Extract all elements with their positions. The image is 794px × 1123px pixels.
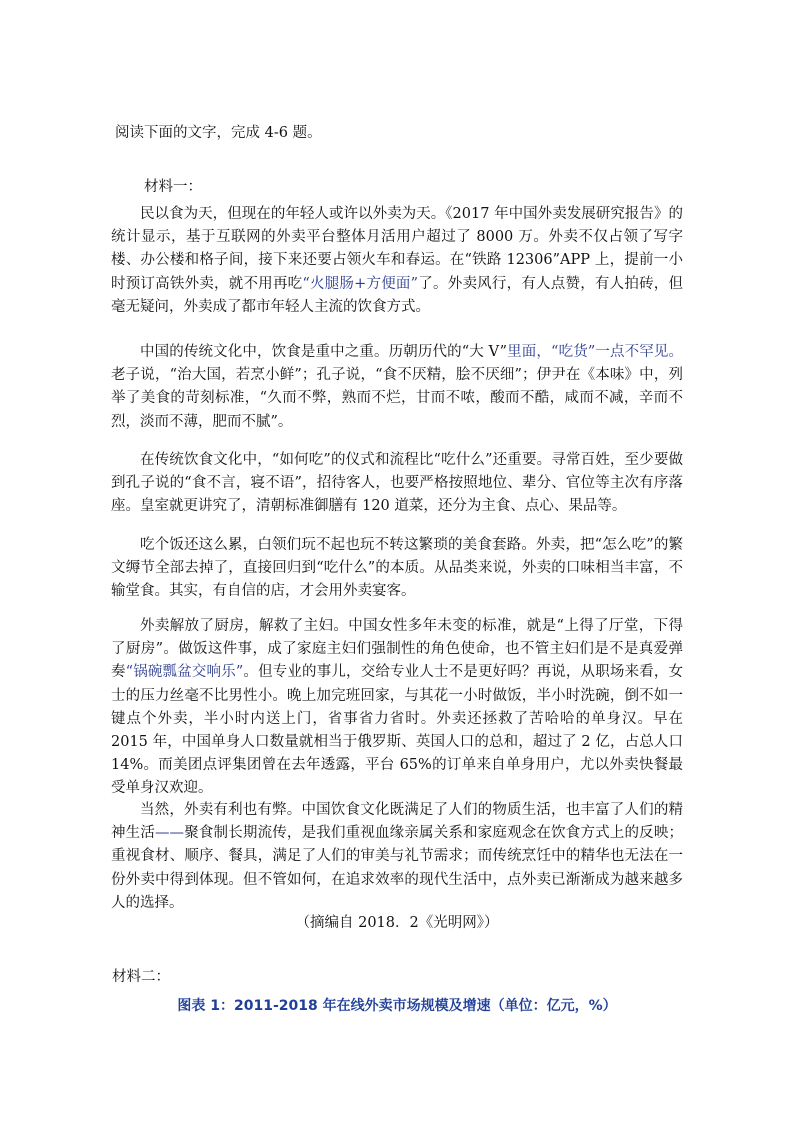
material-1-paragraph-1: 民以食为天，但现在的年轻人或许以外卖为天。《2017 年中国外卖发展研究报告》的统计显示，基于互联网的外卖平台整体月活用户超过了 8000 万。外卖不仅占领了写字楼、办公楼和格子间，接下来还要占领火车和春运。在“铁路 12306”APP 上，提前一小时预订高铁外卖，就不用再吃“火腿肠+方便面”了。外卖风行，有人点赞，有人拍砖，但毫无疑问，外卖成了都市年轻人主流的饮食方式。 [111,206,684,315]
material-1-paragraph-6: 当然，外卖有利也有弊。中国饮食文化既满足了人们的物质生活，也丰富了人们的精神生活——聚食制长期流传，是我们重视血缘亲属关系和家庭观念在饮食方式上的反映；重视食材、顺序、餐具，满足了人们的审美与礼节需求；而传统烹饪中的精华也无法在一份外卖中得到体现。但不管如何，在追求效率的现代生活中，点外卖已渐渐成为越来越多人的选择。 [111,802,684,911]
chart-1-title: 图表 1：2011-2018 年在线外卖市场规模及增速（单位：亿元，%） [177,998,617,1014]
instruction-text: 阅读下面的文字，完成 4-6 题。 [115,125,322,141]
material-1-paragraph-3: 在传统饮食文化中，“如何吃”的仪式和流程比“吃什么”还重要。寻常百姓，至少要做到孔子说的“食不言，寝不语”，招待客人，也要严格按照地位、辈分、官位等主次有序落座。皇室就更讲究了，清朝标准御膳有 120 道菜，还分为主食、点心、果品等。 [111,452,683,515]
material-1-heading: 材料一： [144,179,202,195]
material-2-heading: 材料二： [112,969,170,985]
material-1-paragraph-5: 外卖解放了厨房，解救了主妇。中国女性多年未变的标准，就是“上得了厅堂，下得了厨房”。做饭这件事，成了家庭主妇们强制性的角色使命，也不管主妇们是不是真爱弹奏“锅碗瓢盆交响乐”。但专业的事儿，交给专业人士不是更好吗？再说，从职场来看，女士的压力丝毫不比男性小。晚上加完班回家，与其花一小时做饭，半小时洗碗，倒不如一键点个外卖，半小时内送上门，省事省力省时。外卖还拯救了苦哈哈的单身汉。早在 2015 年，中国单身人口数量就相当于俄罗斯、英国人口的总和，超过了 2 亿，占总人口 14%。而美团点评集团曾在去年透露，平台 65%的订单来自单身用户，尤以外卖快餐最受单身汉欢迎。 [111,618,684,797]
material-1-paragraph-2: 中国的传统文化中，饮食是重中之重。历朝历代的“大 V”里面，“吃货”一点不罕见。老子说，“治大国，若烹小鲜”；孔子说，“食不厌精，脍不厌细”；伊尹在《本味》中，列举了美食的苛刻标准，“久而不弊，熟而不烂，甘而不哝，酸而不酷，咸而不减，辛而不烈，淡而不薄，肥而不腻”。 [111,344,684,430]
material-1-source: （摘编自 2018．2《光明网》） [295,915,499,931]
material-1-paragraph-4: 吃个饭还这么累，白领们玩不起也玩不转这繁琐的美食套路。外卖，把“怎么吃”的繁文缛节全部去掉了，直接回归到“吃什么”的本质。从品类来说，外卖的口味相当丰富，不输堂食。其实，有自信的店，才会用外卖宴客。 [111,537,683,600]
